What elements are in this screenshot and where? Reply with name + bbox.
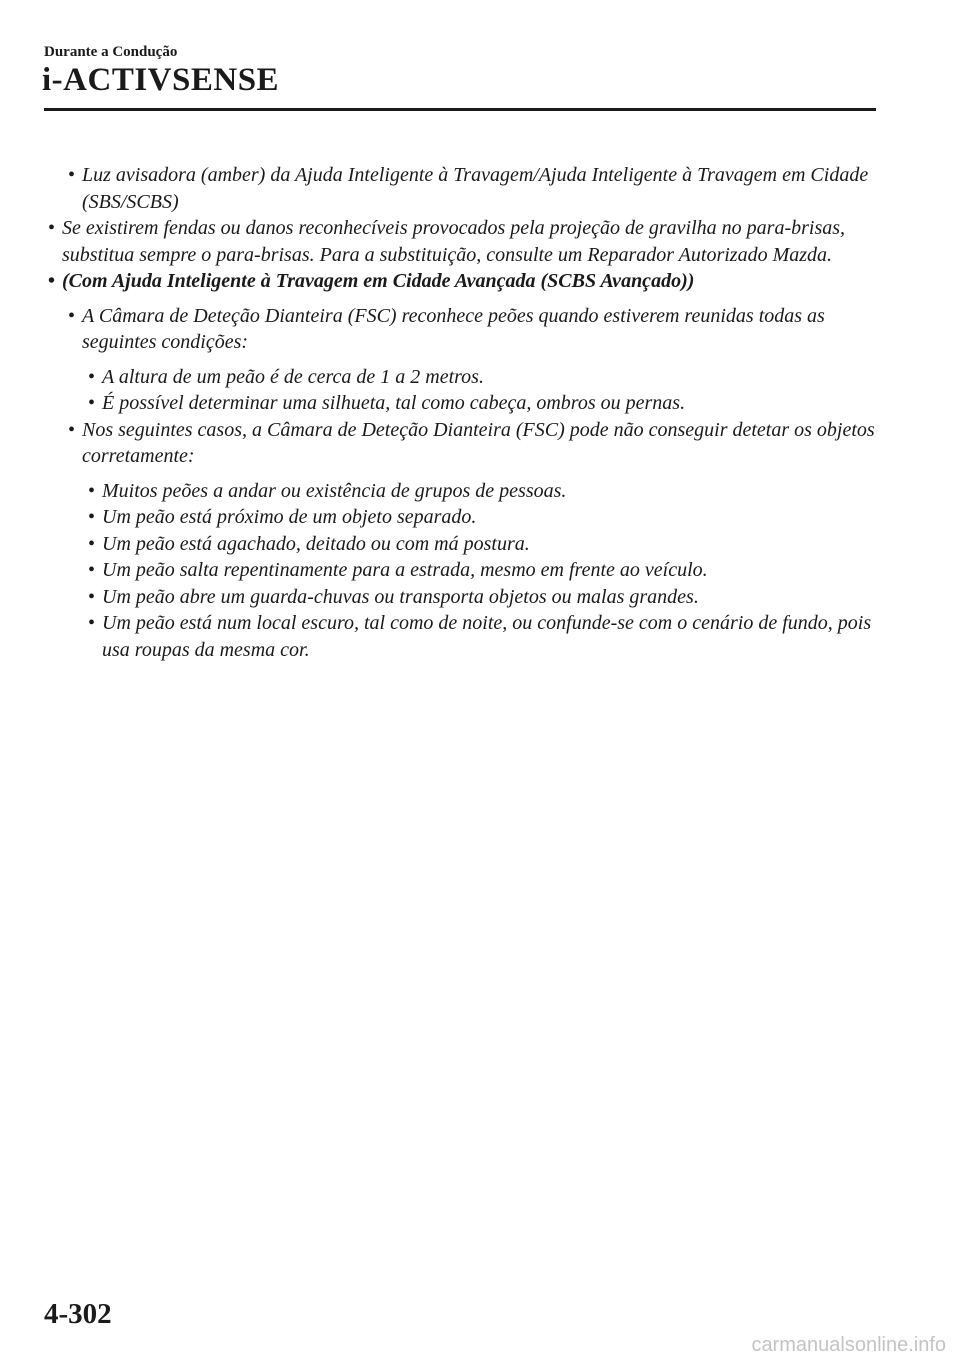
bullet-icon: • xyxy=(88,506,96,528)
bullet-icon: • xyxy=(88,392,96,414)
content xyxy=(0,162,960,663)
title-rule xyxy=(44,108,876,111)
list-item xyxy=(88,557,872,584)
bullet-icon: • xyxy=(88,612,96,634)
bullet-icon: • xyxy=(68,418,76,441)
section-label: Durante a Condução xyxy=(44,44,178,60)
list-item xyxy=(68,417,880,470)
page-number: 4-302 xyxy=(44,1298,112,1330)
list-item xyxy=(88,531,872,558)
watermark[interactable]: carmanualsonline.info xyxy=(751,1334,946,1356)
bullet-icon: • xyxy=(88,532,96,555)
list-item-text: Nos seguintes casos, a Câmara de Deteção Dianteira (FSC) pode não conseguir detetar os objetos corretamente: xyxy=(82,418,875,467)
list-item-text: (Com Ajuda Inteligente à Travagem em Cidade Avançada (SCBS Avançado)) xyxy=(62,270,695,292)
list-item-text: Um peão está agachado, deitado ou com má postura. xyxy=(102,532,530,555)
bullet-icon: • xyxy=(68,164,76,186)
bullet-icon: • xyxy=(88,479,96,502)
list-item-text: Um peão está num local escuro, tal como de noite, ou confunde-se com o cenário de fundo, pois usa roupas da mesma cor. xyxy=(102,612,872,661)
list-item-text: Um peão está próximo de um objeto separado. xyxy=(102,506,477,528)
list-item xyxy=(88,364,872,391)
list-item xyxy=(48,215,880,268)
bullet-icon: • xyxy=(48,270,56,292)
list-item xyxy=(88,478,872,505)
list-item-text: Um peão abre um guarda-chuvas ou transporta objetos ou malas grandes. xyxy=(102,585,699,608)
bullet-icon: • xyxy=(88,585,96,608)
list-item xyxy=(88,504,872,531)
list-item xyxy=(88,390,872,417)
list-item-text: Muitos peões a andar ou existência de grupos de pessoas. xyxy=(102,479,567,502)
list-item-text: Um peão salta repentinamente para a estrada, mesmo em frente ao veículo. xyxy=(102,559,708,581)
chapter-title: i-ACTIVSENSE xyxy=(42,62,280,98)
list-item-text: É possível determinar uma silhueta, tal como cabeça, ombros ou pernas. xyxy=(102,392,686,414)
list-item xyxy=(88,584,872,611)
list-item xyxy=(48,268,880,295)
bullet-icon: • xyxy=(88,365,96,388)
bullet-icon: • xyxy=(68,304,76,327)
list-item xyxy=(88,610,872,663)
bullet-icon: • xyxy=(88,559,96,581)
list-item xyxy=(68,303,880,356)
list-item-text: A altura de um peão é de cerca de 1 a 2 metros. xyxy=(102,365,484,388)
list-item-text: Luz avisadora (amber) da Ajuda Inteligente à Travagem/Ajuda Inteligente à Travagem em Cidade (SBS/SCBS) xyxy=(82,164,869,213)
list-item-text: Se existirem fendas ou danos reconhecíveis provocados pela projeção de gravilha no para-brisas, substitua sempre o para-brisas. Para a substituição, consulte um Reparador Autorizado Mazda. xyxy=(62,217,846,266)
bullet-icon: • xyxy=(48,217,56,239)
list-item-text: A Câmara de Deteção Dianteira (FSC) reconhece peões quando estiverem reunidas todas as seguintes condições: xyxy=(82,304,825,353)
list-item xyxy=(68,162,880,215)
